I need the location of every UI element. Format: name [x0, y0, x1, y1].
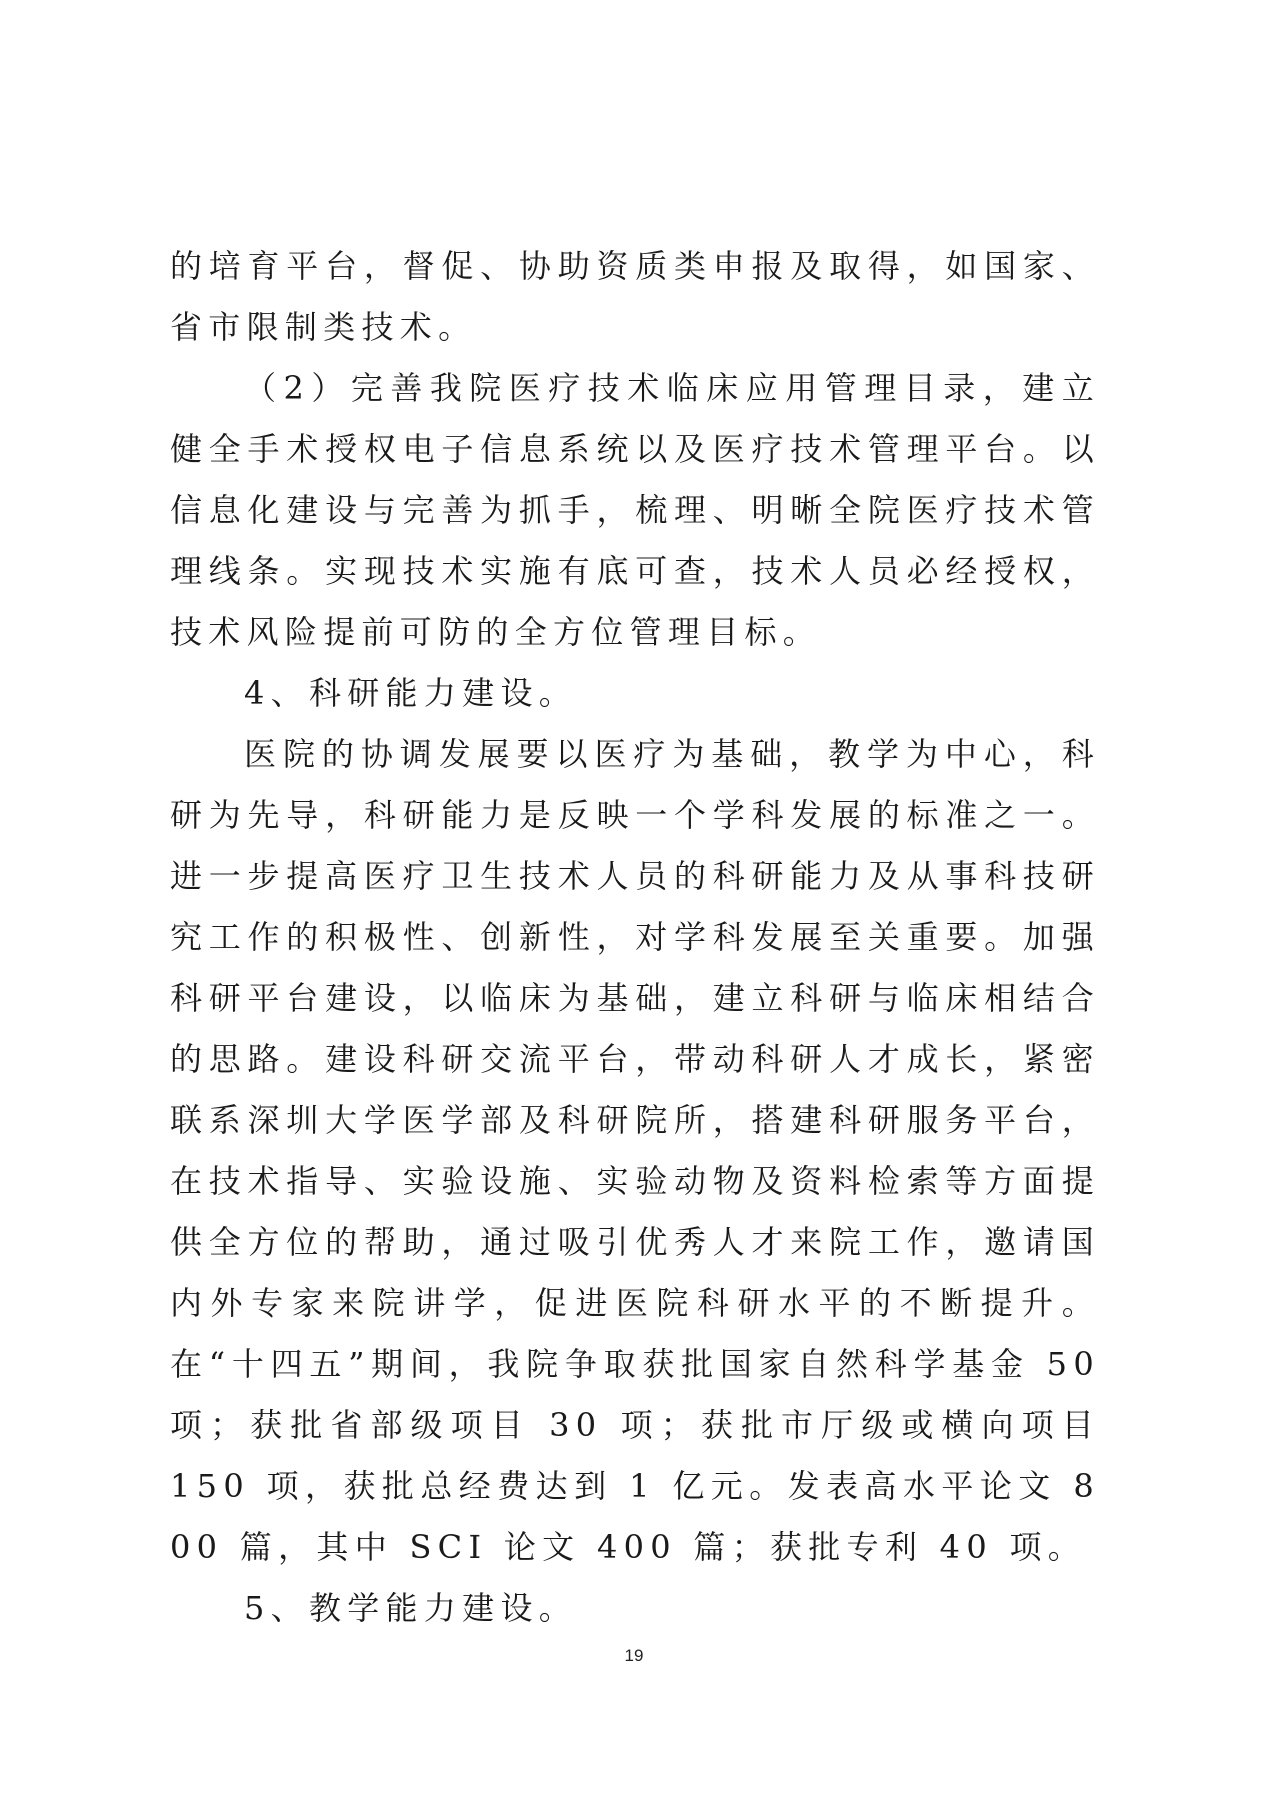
- section-heading-teaching: 5、教学能力建设。: [244, 1589, 578, 1627]
- paragraph-continuation: 的培育平台，督促、协助资质类申报及取得，如国家、省市限制类技术。: [170, 247, 1100, 346]
- page-number: 19: [624, 1646, 644, 1665]
- document-body: [170, 236, 1100, 1639]
- paragraph-item-2: （2）完善我院医疗技术临床应用管理目录，建立健全手术授权电子信息系统以及医疗技术管理平台。以信息化建设与完善为抓手，梳理、明晰全院医疗技术管理线条。实现技术实施有底可查，技术人员必经授权，技术风险提前可防的全方位管理目标。: [170, 369, 1100, 651]
- section-heading-research: 4、科研能力建设。: [244, 674, 578, 712]
- paragraph-research: 医院的协调发展要以医疗为基础，教学为中心，科研为先导，科研能力是反映一个学科发展的标准之一。进一步提高医疗卫生技术人员的科研能力及从事科技研究工作的积极性、创新性，对学科发展至关重要。加强科研平台建设，以临床为基础，建立科研与临床相结合的思路。建设科研交流平台，带动科研人才成长，紧密联系深圳大学医学部及科研院所，搭建科研服务平台，在技术指导、实验设施、实验动物及资料检索等方面提供全方位的帮助，通过吸引优秀人才来院工作，邀请国内外专家来院讲学，促进医院科研水平的不断提升。在“十四五”期间，我院争取获批国家自然科学基金 50 项；获批省部级项目 30 项；获批市厅级或横向项目 150 项，获批总经费达到 1 亿元。发表高水平论文 800 篇，其中 SCI 论文 400 篇；获批专利 40 项。: [170, 735, 1100, 1566]
